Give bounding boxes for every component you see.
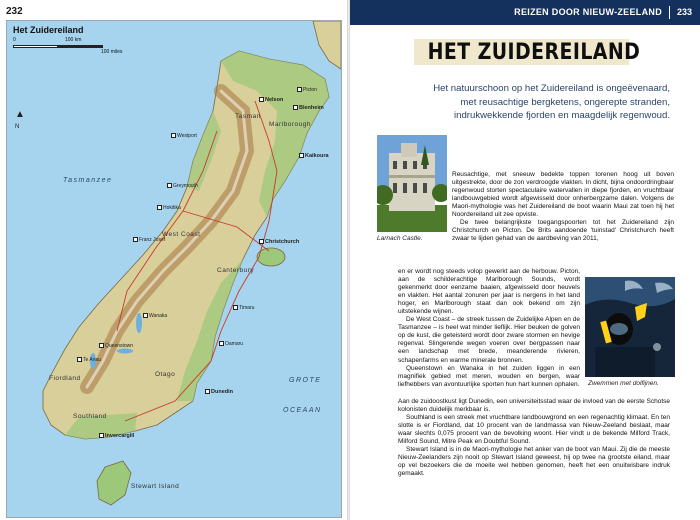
city-label: Dunedin — [205, 389, 233, 395]
right-page — [350, 0, 700, 520]
north-island-tip — [313, 21, 341, 69]
left-page — [0, 0, 348, 520]
paragraph-text: Queenstown en Wanaka in het zuiden liggen in een magnifiek gebied met meren, wouden en bergen, waar liefhebbers van avontuurlijke sporten hun hart kunnen ophalen. — [398, 364, 580, 388]
larnach-castle-photo — [377, 135, 447, 232]
region-label: Southland — [73, 413, 107, 420]
paragraph-text: Southland is een streek met vruchtbare landbouwgrond en een regenachtig klimaat. En ten slotte is er Fiordland, dat 10 procent van de landmassa van Nieuw-Zeeland beslaat, maar waar slechts 0,075 procent van de bevolking woont. Hier vindt u de bekende Milford Track, Milford Sound, Mitre Peak en Doubtful Sound. — [398, 414, 670, 446]
city-label: Blenheim — [293, 105, 324, 111]
city-label: Kaikoura — [299, 153, 329, 159]
city-label: Franz Josef — [133, 237, 165, 243]
sea-label-tasman: Tasmanzee — [63, 177, 113, 184]
city-label: Westport — [171, 133, 197, 139]
map-svg — [7, 21, 341, 517]
region-label: West Coast — [162, 231, 201, 238]
page-title: HET ZUIDEREILAND — [427, 40, 640, 65]
paragraph — [452, 171, 674, 243]
city-label: Christchurch — [259, 239, 299, 245]
dolphin-swim-photo — [585, 277, 675, 377]
region-label: Marlborough — [269, 121, 311, 128]
scale-zero: 0 — [13, 37, 16, 43]
lake-wakatipu — [117, 349, 133, 354]
paragraph-text: Stewart Island is in de Maori-mythologie het anker van de boot van Maui. Zij die de meeste Nieuw-Zeelanders zijn nooit op Stewart Island geweest, hij op twee na grootste eiland, maar op vel bezoekers die de moeite wel hebben genomen, heeft het een onuitwisbare indruk gemaakt. — [398, 446, 670, 478]
map-scale — [13, 37, 123, 61]
paragraph-text: De twee belangrijkste toegangspoorten tot het Zuidereiland zijn Christchurch en Picton. De Brits aandoende 'tuinstad' Christchurch heeft zwaar te lijden gehad van de aardbeving van 2011, — [452, 219, 674, 243]
paragraph — [398, 268, 580, 389]
scale-miles: 100 miles — [101, 49, 123, 55]
map-title: Het Zuidereiland — [13, 25, 84, 35]
city-label: Wanaka — [143, 313, 167, 319]
caption-castle: Larnach Castle. — [377, 235, 423, 242]
region-label: Fiordland — [49, 375, 81, 382]
running-header — [350, 0, 700, 25]
scale-km: 100 km — [65, 37, 82, 43]
north-arrow-icon: ▲ N — [15, 109, 25, 130]
caption-dolphins: Zwemmen met dolfijnen. — [588, 380, 659, 387]
paragraph-text: Reusachtige, met sneeuw bedekte toppen torenen hoog uit boven uitgestrekte, door de zon verdroogde vlakten. In dicht, bijna ondoordringbaar regenwoud storten spectaculaire watervallen in diepe fjorden, en vruchtbaar landbouwgebied wordt afgewisseld door onherbergzame dalen. Volgens de Maori-mythologie was het Zuidereiland de boot waarin Maui zat toen hij het Noordereiland uit zee opviste. — [452, 171, 674, 219]
city-label: Timaru — [233, 305, 254, 311]
page-number-right: 233 — [676, 7, 692, 17]
map-south-island — [6, 20, 342, 518]
region-label: Tasman — [235, 113, 261, 120]
paragraph-text: en er wordt nog steeds volop gewerkt aan de herbouw. Picton, aan de schilderachtige Marlborough Sounds, wordt gekenmerkt door eenzame baaien, afgewisseld door heuvels en vlakten. Het aantal zonuren per jaar is nergens in het land hoger, en Marlborough staat dan ook bekend om zijn uitstekende wijnen. — [398, 268, 580, 316]
region-label: Canterbury — [217, 267, 255, 274]
paragraph-text: Aan de zuidoostkust ligt Dunedin, een universiteitsstad waar de invloed van de eerste Schotse kolonisten duidelijk merkbaar is. — [398, 398, 670, 414]
region-label: Otago — [155, 371, 176, 378]
paragraph-text: De West Coast – de streek tussen de Zuidelijke Alpen en de Tasmanzee – is heel wat minder lieflijk. Hier beuken de golven op de kust, die geteisterd wordt door zware stormen en hevige regenval. Slingerende wegen voeren over bergpassen naar een landschap met brede, meanderende rivieren, schapenfarms en warme minerale bronnen. — [398, 316, 580, 364]
city-label: Te Anau — [77, 357, 101, 363]
header-separator — [669, 6, 670, 19]
paragraph — [398, 398, 670, 478]
page-number-left: 232 — [6, 6, 23, 17]
region-label: Stewart Island — [131, 483, 180, 490]
city-label: Hokitika — [157, 205, 181, 211]
city-label: Invercargill — [99, 433, 134, 439]
stewart-island-landmass — [97, 461, 131, 505]
intro-text: Het natuurschoon op het Zuidereiland is ongeëvenaard, met reusachtige bergketens, ongerepte stranden, indrukwekkende fjorden en maagdelijk regenwoud. — [433, 83, 670, 121]
sea-label-grote: GROTE — [289, 377, 322, 384]
lake-wanaka — [136, 313, 142, 333]
city-label: Picton — [297, 87, 317, 93]
city-label: Nelson — [259, 97, 283, 103]
city-label: Greymouth — [167, 183, 198, 189]
sea-label-oceaan: OCEAAN — [283, 407, 322, 414]
city-label: Queenstown — [99, 343, 133, 349]
city-label: Oamaru — [219, 341, 243, 347]
running-header-title: REIZEN DOOR NIEUW-ZEELAND — [514, 7, 662, 17]
